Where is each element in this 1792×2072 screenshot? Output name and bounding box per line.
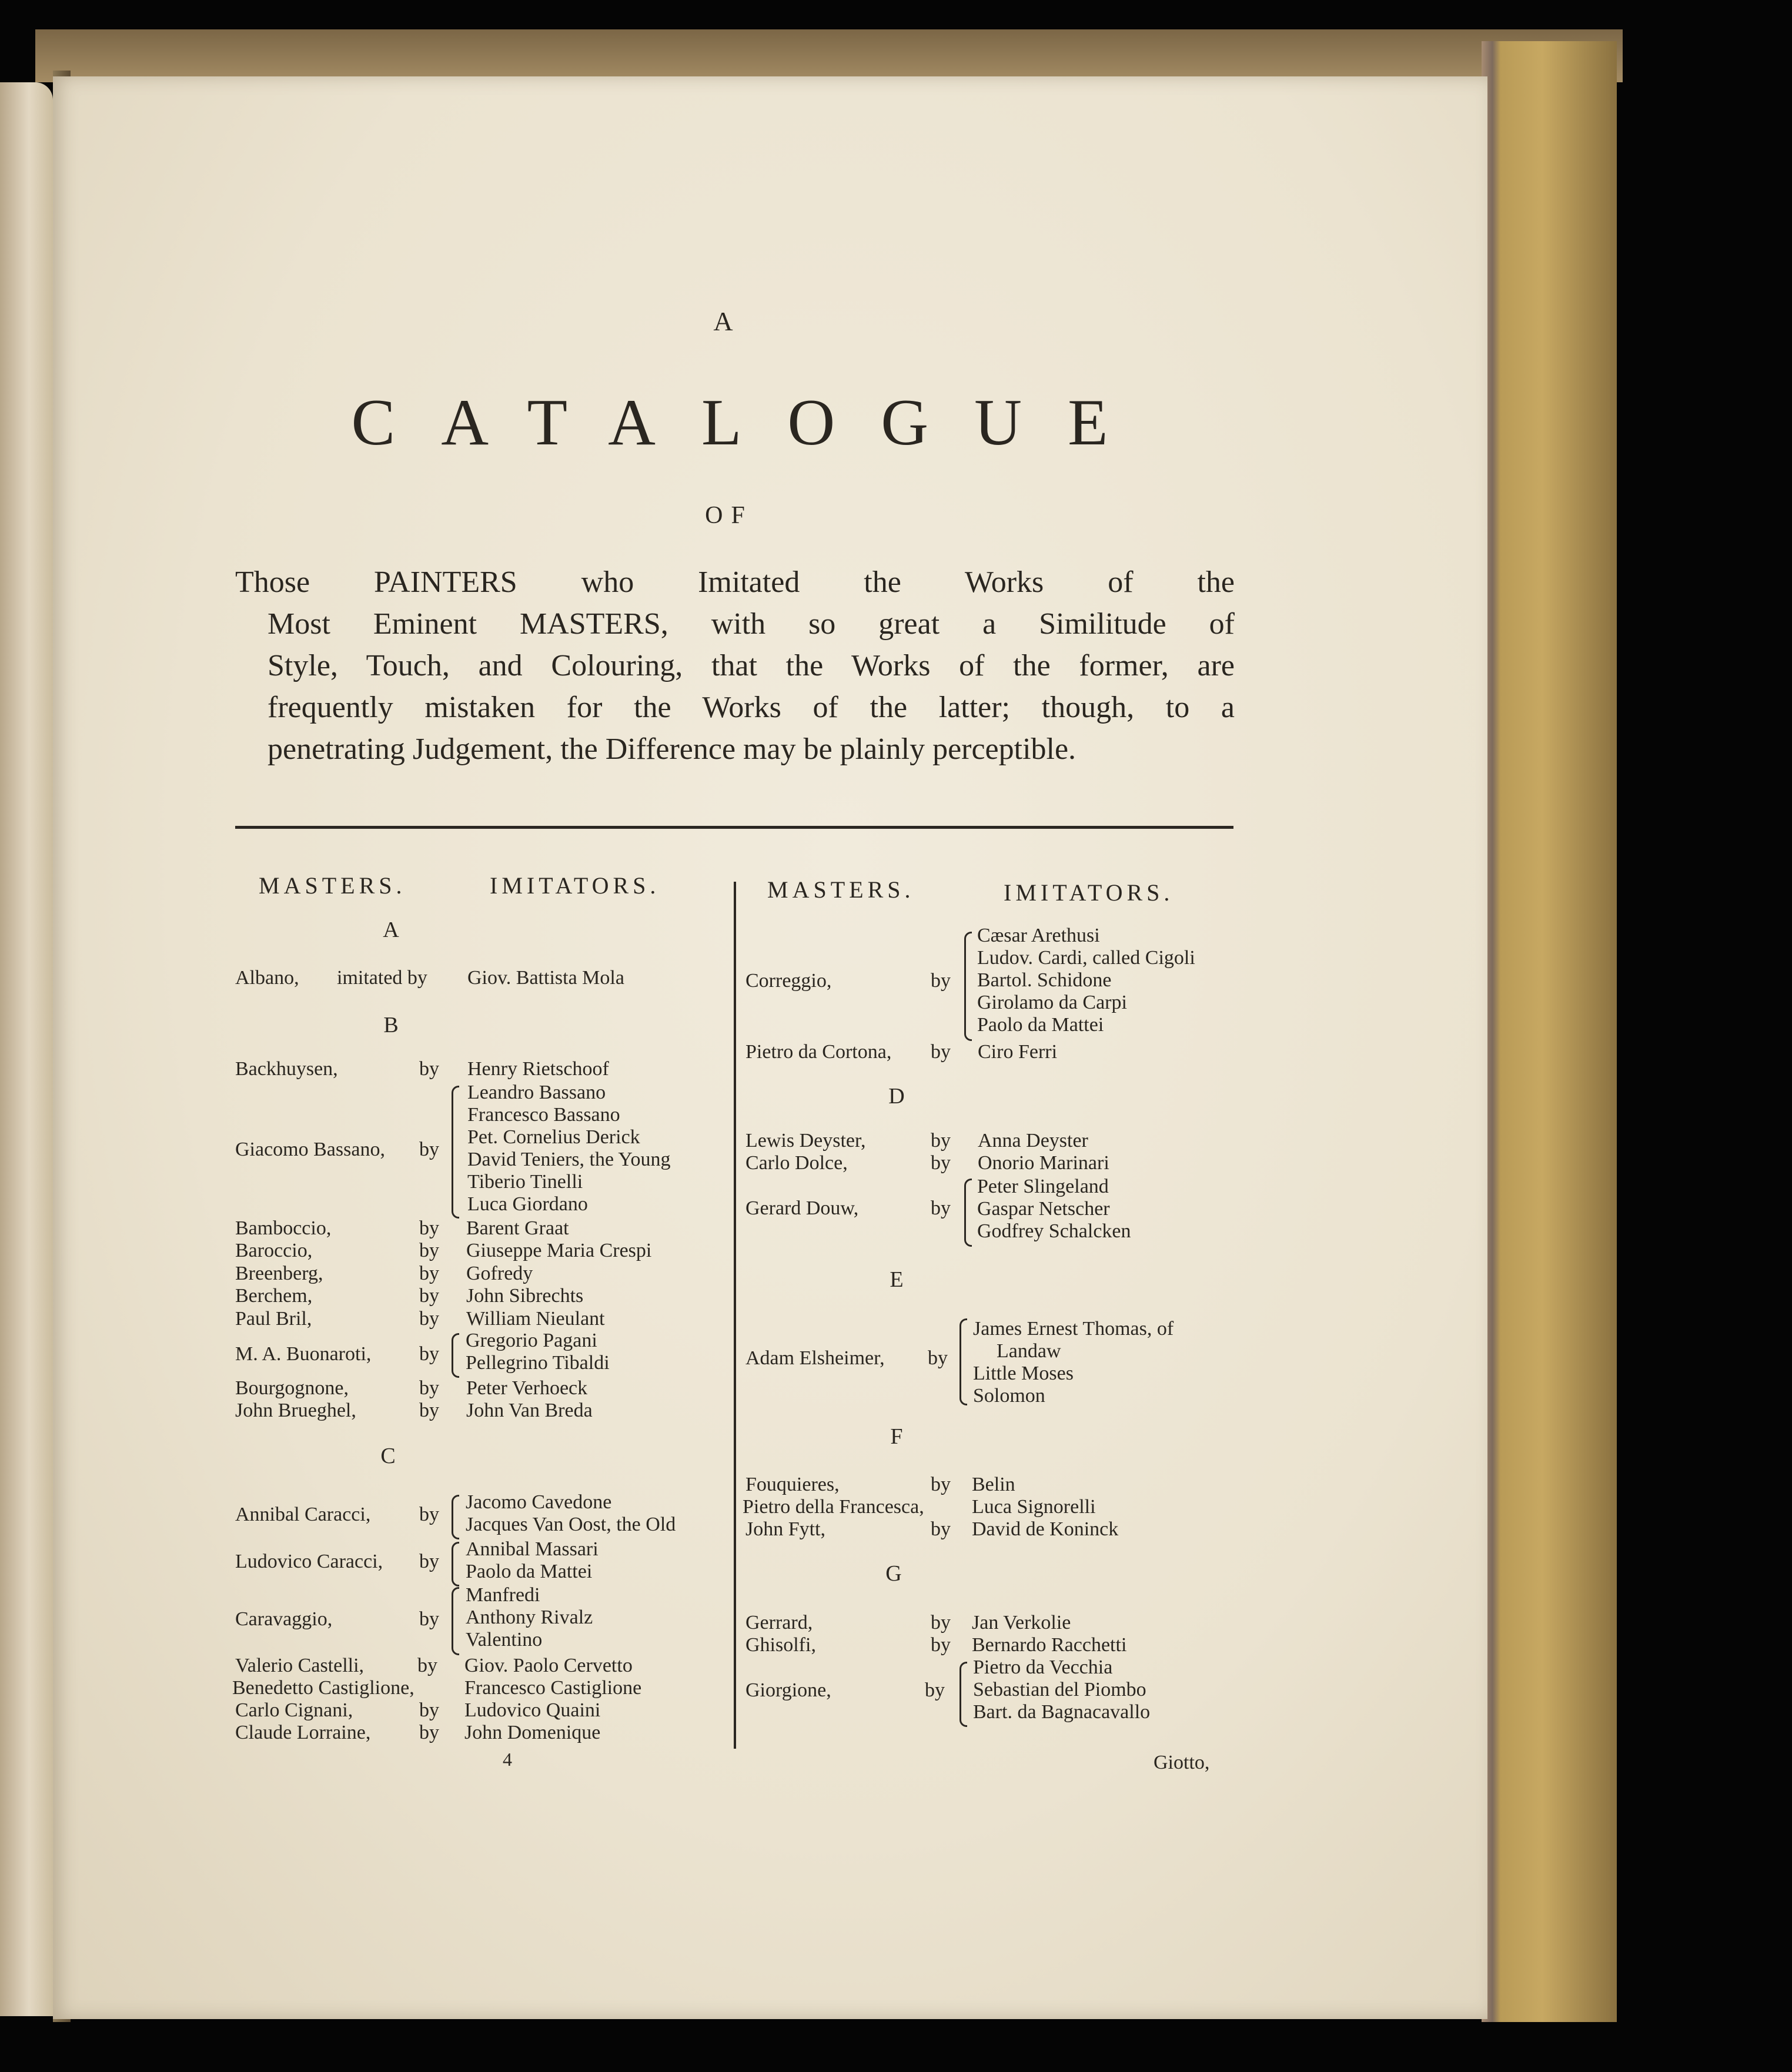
imitator-name: Barent Graat <box>466 1217 569 1239</box>
master-name: John Brueghel, <box>235 1400 356 1421</box>
imitator-name: Jan Verkolie <box>972 1612 1071 1634</box>
brace <box>964 1179 972 1247</box>
master-name: Gerrard, <box>745 1612 813 1634</box>
column-divider <box>734 882 736 1749</box>
by-label: by <box>419 1058 439 1080</box>
by-label: by <box>931 1197 951 1219</box>
brace <box>959 1318 967 1405</box>
intro-paragraph <box>235 561 1235 770</box>
section-letter-a: A <box>383 918 399 942</box>
master-name: M. A. Buonaroti, <box>235 1343 372 1365</box>
imitator-name: Anna Deyster <box>978 1130 1088 1152</box>
by-label: by <box>419 1285 439 1307</box>
by-label: by <box>931 1518 951 1540</box>
by-label: by <box>931 1474 951 1495</box>
horizontal-rule <box>235 826 1233 829</box>
master-name: Caravaggio, <box>235 1608 333 1630</box>
book-cover-top <box>35 29 1623 82</box>
by-label: by <box>419 1608 439 1630</box>
by-label: by <box>931 1152 951 1174</box>
imitator-name: Gaspar Netscher <box>977 1198 1110 1220</box>
master-name: Claude Lorraine, <box>235 1722 371 1743</box>
brace <box>452 1587 459 1655</box>
imitator-name: Cæsar Arethusi <box>977 925 1100 946</box>
master-name: Valerio Castelli, <box>235 1655 365 1676</box>
imitator-name: Paolo da Mattei <box>466 1561 593 1582</box>
imitator-name: Jacques Van Oost, the Old <box>466 1514 676 1535</box>
imitator-name: Little Moses <box>973 1363 1074 1384</box>
imitator-name: John Sibrechts <box>466 1285 584 1307</box>
master-name: Fouquieres, <box>745 1474 840 1495</box>
imitator-name: Francesco Bassano <box>467 1104 620 1126</box>
master-name: Benedetto Castiglione, <box>232 1677 414 1699</box>
imitator-name: Pietro da Vecchia <box>973 1656 1113 1678</box>
master-name: Correggio, <box>745 970 832 992</box>
imitator-name: Valentino <box>466 1629 543 1651</box>
facing-page-edge <box>0 82 53 2016</box>
brace <box>964 932 972 1041</box>
master-name: Carlo Dolce, <box>745 1152 848 1174</box>
imitator-name: David Teniers, the Young <box>467 1149 671 1170</box>
master-name: Gerard Douw, <box>745 1197 859 1219</box>
page-title: CATALOGUE <box>351 386 1154 459</box>
brace <box>452 1086 459 1219</box>
master-name: Pietro della Francesca, <box>743 1496 924 1518</box>
by-label: by <box>931 1041 951 1063</box>
master-name: Ludovico Caracci, <box>235 1551 383 1572</box>
imitator-name: Francesco Castiglione <box>464 1677 642 1699</box>
section-letter-d: D <box>888 1084 905 1109</box>
imitator-name: Onorio Marinari <box>978 1152 1109 1174</box>
book-cover-right <box>1482 41 1617 2022</box>
master-name: Breenberg, <box>235 1263 323 1284</box>
catchword: Giotto, <box>1154 1752 1210 1773</box>
imitator-group <box>466 1584 593 1651</box>
imitator-name: Bart. da Bagnacavallo <box>973 1701 1151 1723</box>
master-name: Bourgognone, <box>235 1377 349 1399</box>
title-of: OF <box>705 502 753 529</box>
intro-line: Those PAINTERS who Imitated the Works of the <box>235 565 1235 599</box>
brace <box>452 1495 459 1539</box>
brace <box>452 1542 459 1586</box>
master-name: Adam Elsheimer, <box>745 1347 885 1369</box>
by-label: by <box>419 1343 439 1365</box>
imitator-name: Leandro Bassano <box>467 1082 606 1103</box>
imitator-name: Gofredy <box>466 1263 533 1284</box>
imitator-name: Ciro Ferri <box>978 1041 1058 1063</box>
by-label: by <box>419 1722 439 1743</box>
imitator-name: Giuseppe Maria Crespi <box>466 1240 652 1261</box>
master-name: Baroccio, <box>235 1240 313 1261</box>
by-label: by <box>419 1504 439 1525</box>
by-label: by <box>419 1308 439 1330</box>
imitator-name: Landaw <box>997 1340 1061 1362</box>
by-label: by <box>419 1377 439 1399</box>
imitator-group <box>467 1082 670 1216</box>
imitator-group <box>973 1656 1150 1723</box>
imitator-name: Pellegrino Tibaldi <box>466 1352 610 1374</box>
imitator-group <box>973 1318 1174 1407</box>
intro-line: penetrating Judgement, the Difference may be plainly perceptible. <box>268 732 1076 766</box>
by-label: by <box>931 1612 951 1634</box>
master-name: Pietro da Cortona, <box>745 1041 892 1063</box>
imitator-name: Tiberio Tinelli <box>467 1171 583 1193</box>
section-letter-b: B <box>383 1013 399 1037</box>
brace <box>452 1333 459 1378</box>
imitator-name: John Domenique <box>464 1722 601 1743</box>
imitator-name: Ludov. Cardi, called Cigoli <box>977 947 1195 969</box>
master-name: John Fytt, <box>745 1518 826 1540</box>
imitator-name: Luca Giordano <box>467 1193 588 1215</box>
by-label: by <box>931 970 951 992</box>
imitator-group <box>977 925 1195 1036</box>
imitator-name: Gregorio Pagani <box>466 1330 597 1351</box>
by-label: by <box>931 1634 951 1656</box>
by-label: by <box>931 1130 951 1152</box>
imitator-name: Henry Rietschoof <box>467 1058 609 1080</box>
imitator-name: Manfredi <box>466 1584 540 1606</box>
imitator-name: Paolo da Mattei <box>977 1014 1104 1036</box>
intro-line: Most Eminent MASTERS, with so great a Similitude of <box>268 607 1235 641</box>
imitator-name: Godfrey Schalcken <box>977 1220 1131 1242</box>
imitator-name: Jacomo Cavedone <box>466 1491 612 1513</box>
imitators-header-right: IMITATORS. <box>1004 879 1174 906</box>
imitator-group <box>466 1491 676 1536</box>
by-label: by <box>928 1347 948 1369</box>
imitator-name: William Nieulant <box>466 1308 605 1330</box>
section-letter-e: E <box>890 1267 904 1292</box>
imitators-header-left: IMITATORS. <box>490 872 660 899</box>
intro-line: frequently mistaken for the Works of the latter; though, to a <box>268 691 1235 724</box>
by-label: by <box>419 1400 439 1421</box>
imitator-name: Luca Signorelli <box>972 1496 1096 1518</box>
master-name: Bamboccio, <box>235 1217 332 1239</box>
by-label: by <box>419 1699 439 1721</box>
by-label: by <box>419 1240 439 1261</box>
by-label: by <box>419 1139 439 1160</box>
section-letter-g: G <box>885 1561 902 1586</box>
imitator-name: Anthony Rivalz <box>466 1606 593 1628</box>
by-label: by <box>419 1263 439 1284</box>
master-name: Lewis Deyster, <box>745 1130 866 1152</box>
masters-header-right: MASTERS. <box>767 876 915 903</box>
by-label: by <box>419 1217 439 1239</box>
by-label: by <box>925 1679 945 1701</box>
imitator-name: Annibal Massari <box>466 1538 599 1560</box>
imitator-name: Peter Verhoeck <box>466 1377 588 1399</box>
master-name: Ghisolfi, <box>745 1634 816 1656</box>
imitator-name: Girolamo da Carpi <box>977 992 1127 1013</box>
imitator-name: James Ernest Thomas, of <box>973 1318 1174 1340</box>
intro-line: Style, Touch, and Colouring, that the Works of the former, are <box>268 649 1235 682</box>
master-name: Berchem, <box>235 1285 313 1307</box>
section-letter-f: F <box>890 1424 903 1449</box>
imitator-group <box>466 1538 599 1583</box>
by-label: imitated by <box>337 967 427 989</box>
section-letter-c: C <box>380 1444 396 1468</box>
brace <box>959 1662 967 1727</box>
by-label: by <box>417 1655 437 1676</box>
master-name: Carlo Cignani, <box>235 1699 353 1721</box>
title-article: A <box>713 306 735 336</box>
imitator-name: Giov. Paolo Cervetto <box>464 1655 633 1676</box>
imitator-name: Solomon <box>973 1385 1045 1407</box>
imitator-name: Bernardo Racchetti <box>972 1634 1127 1656</box>
imitator-name: David de Koninck <box>972 1518 1119 1540</box>
imitator-name: Bartol. Schidone <box>977 969 1112 991</box>
signature-mark: 4 <box>503 1749 512 1770</box>
imitator-group <box>466 1330 610 1374</box>
imitator-name: Belin <box>972 1474 1015 1495</box>
master-name: Paul Bril, <box>235 1308 312 1330</box>
master-name: Albano, <box>235 967 299 989</box>
masters-header-left: MASTERS. <box>259 872 406 899</box>
imitator-name: Peter Slingeland <box>977 1176 1109 1197</box>
imitator-group <box>977 1176 1131 1243</box>
master-name: Backhuysen, <box>235 1058 338 1080</box>
by-label: by <box>419 1551 439 1572</box>
imitator-name: Pet. Cornelius Derick <box>467 1126 640 1148</box>
master-name: Giacomo Bassano, <box>235 1139 385 1160</box>
imitator-name: Ludovico Quaini <box>464 1699 601 1721</box>
imitator-name: John Van Breda <box>466 1400 593 1421</box>
imitator-name: Giov. Battista Mola <box>467 967 624 989</box>
master-name: Giorgione, <box>745 1679 831 1701</box>
imitator-name: Sebastian del Piombo <box>973 1679 1146 1701</box>
master-name: Annibal Caracci, <box>235 1504 371 1525</box>
